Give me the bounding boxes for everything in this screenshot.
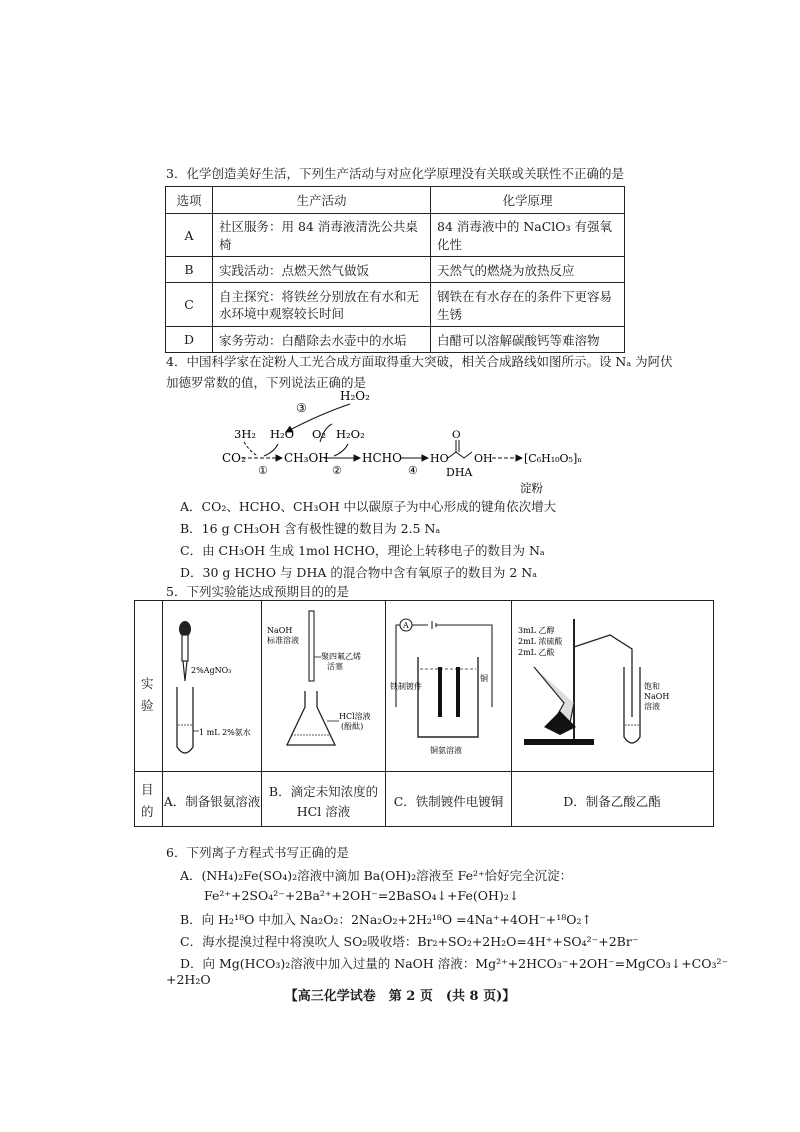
q3-table [165, 186, 625, 353]
goal-c: C．铁制镀件电镀铜 [393, 794, 504, 809]
reagent-agno3: 2%AgNO₃ [191, 666, 232, 675]
q5-table [134, 600, 714, 827]
q4-option-a: A．CO₂、HCHO、CH₃OH 中以碳原子为中心形成的键角依次增大 [180, 499, 557, 514]
table-row [166, 257, 625, 283]
goal-b: B．滴定未知浓度的 HCl 溶液 [268, 784, 379, 819]
row-activity: 实践活动：点燃天然气做饭 [213, 257, 431, 283]
q6-option-a-line1: A．(NH₄)₂Fe(SO₄)₂溶液中滴加 Ba(OH)₂溶液至 Fe²⁺恰好完全沉淀： [180, 868, 573, 883]
scheme-h2o: H₂O [270, 427, 295, 441]
label-hcl-solution: HCl溶液 [339, 712, 371, 721]
scheme-dha-label: DHA [446, 466, 473, 479]
scheme-h2o2: H₂O₂ [336, 427, 365, 441]
label-standard-solution: 标准溶液 [267, 636, 299, 645]
label-naoh-d: NaOH [644, 692, 670, 701]
scheme-h2-curve [244, 442, 258, 456]
header-activity: 生产活动 [213, 187, 431, 214]
goal-d: D．制备乙酸乙酯 [563, 794, 661, 809]
label-stopcock: 活塞 [327, 662, 343, 671]
row-option: C [166, 283, 213, 327]
label-indicator: (酚酞) [341, 722, 364, 731]
row-label-goal: 目 的 [141, 782, 154, 819]
label-saturated: 饱和 [644, 682, 660, 691]
apparatus-a-dropper-testtube [165, 607, 259, 767]
ammeter-label: A [403, 621, 409, 630]
table-row [166, 327, 625, 353]
q6-option-a-line2: Fe²⁺+2SO₄²⁻+2Ba²⁺+2OH⁻=2BaSO₄↓+Fe(OH)₂↓ [204, 888, 520, 903]
q4-option-d: D．30 g HCHO 与 DHA 的混合物中含有氧原子的数目为 2 Nₐ [180, 565, 538, 580]
scheme-dha-oh: OH [474, 452, 493, 465]
scheme-step3: ③ [296, 401, 307, 415]
row-activity: 社区服务：用 84 消毒液清洗公共桌椅 [213, 214, 431, 257]
scheme-h2o2-top: H₂O₂ [340, 389, 370, 403]
scheme-dha-ho: HO [430, 452, 449, 465]
solution-ammonia: 1 mL 2%氨水 [199, 728, 251, 737]
label-plated-part: 铁制镀件 [390, 682, 422, 691]
row-label-experiment: 实 验 [141, 676, 154, 713]
table-header-row [166, 187, 625, 214]
label-ptfe: 聚四氟乙烯 [321, 652, 361, 661]
q4-stem-line1: 4．中国科学家在淀粉人工光合成方面取得重大突破，相关合成路线如图所示。设 Nₐ 为阿伏 [166, 354, 673, 369]
q4-stem-line2: 加德罗常数的值，下列说法正确的是 [166, 375, 367, 390]
page-footer: 【高三化学试卷 第 2 页 (共 8 页)】 [284, 989, 516, 1004]
header-principle: 化学原理 [431, 187, 625, 214]
q6-option-c: C．海水提溴过程中将溴吹人 SO₂吸收塔：Br₂+SO₂+2H₂O=4H⁺+SO₄²⁻+2Br⁻ [180, 934, 639, 949]
apparatus-b-titration [263, 607, 385, 767]
scheme-step1: ① [258, 464, 268, 477]
q5-stem: 5．下列实验能达成预期目的的是 [166, 584, 349, 599]
q6-option-b: B．向 H₂¹⁸O 中加入 Na₂O₂：2Na₂O₂+2H₂¹⁸O =4Na⁺+4OH⁻+¹⁸O₂↑ [180, 912, 592, 927]
scheme-ch3oh: CH₃OH [284, 451, 329, 465]
reagent-acetic: 2mL 乙酸 [518, 648, 555, 657]
scheme-h2o-curve [264, 444, 278, 456]
goal-a: A．制备银氨溶液 [163, 794, 261, 809]
label-copper-ammonia: 铜氨溶液 [430, 746, 462, 755]
q4-option-b: B．16 g CH₃OH 含有极性键的数目为 2.5 Nₐ [180, 521, 441, 536]
row-activity: 自主探究：将铁丝分别放在有水和无水环境中观察较长时间 [213, 283, 431, 327]
table-row [166, 214, 625, 257]
table-row [166, 283, 625, 327]
row-principle: 天然气的燃烧为放热反应 [431, 257, 625, 283]
row-activity: 家务劳动：白醋除去水壶中的水垢 [213, 327, 431, 353]
scheme-co2: CO₂ [222, 451, 246, 465]
scheme-polymer: [C₆H₁₀O₅]ₙ [524, 452, 583, 465]
scheme-step4: ④ [408, 464, 418, 477]
label-naoh: NaOH [267, 626, 293, 635]
q6-stem: 6．下列离子方程式书写正确的是 [166, 845, 349, 860]
scheme-o2: O₂ [312, 427, 327, 441]
header-option: 选项 [166, 187, 213, 214]
synthesis-scheme [220, 388, 583, 496]
row-principle: 钢铁在有水存在的条件下更容易生锈 [431, 283, 625, 327]
scheme-h2: 3H₂ [234, 427, 256, 441]
row-option: D [166, 327, 213, 353]
apparatus-d-ester-setup [514, 607, 710, 767]
reagent-sulfuric: 2mL 浓硫酸 [518, 637, 563, 646]
row-option: A [166, 214, 213, 257]
scheme-dha-o: O [452, 429, 461, 441]
q3-stem: 3．化学创造美好生活，下列生产活动与对应化学原理没有关联或关联性不正确的是 [166, 166, 624, 181]
scheme-step2: ② [332, 464, 342, 477]
q6-option-d-line1: D．向 Mg(HCO₃)₂溶液中加入过量的 NaOH 溶液：Mg²⁺+2HCO₃⁻+2OH⁻=MgCO₃↓+CO₃²⁻ [180, 956, 729, 971]
label-solution-d: 溶液 [644, 702, 660, 711]
scheme-starch: 淀粉 [520, 481, 543, 495]
label-copper: 铜 [480, 674, 488, 683]
scheme-hcho: HCHO [362, 451, 402, 465]
reagent-ethanol: 3mL 乙醇 [518, 626, 555, 635]
apparatus-c-electroplating [388, 607, 510, 767]
scheme-h2o2-curve [334, 444, 348, 456]
q6-option-d-line2: +2H₂O [166, 972, 211, 987]
row-principle: 白醋可以溶解碳酸钙等难溶物 [431, 327, 625, 353]
q4-option-c: C．由 CH₃OH 生成 1mol HCHO，理论上转移电子的数目为 Nₐ [180, 543, 545, 558]
row-option: B [166, 257, 213, 283]
row-principle: 84 消毒液中的 NaClO₃ 有强氧化性 [431, 214, 625, 257]
